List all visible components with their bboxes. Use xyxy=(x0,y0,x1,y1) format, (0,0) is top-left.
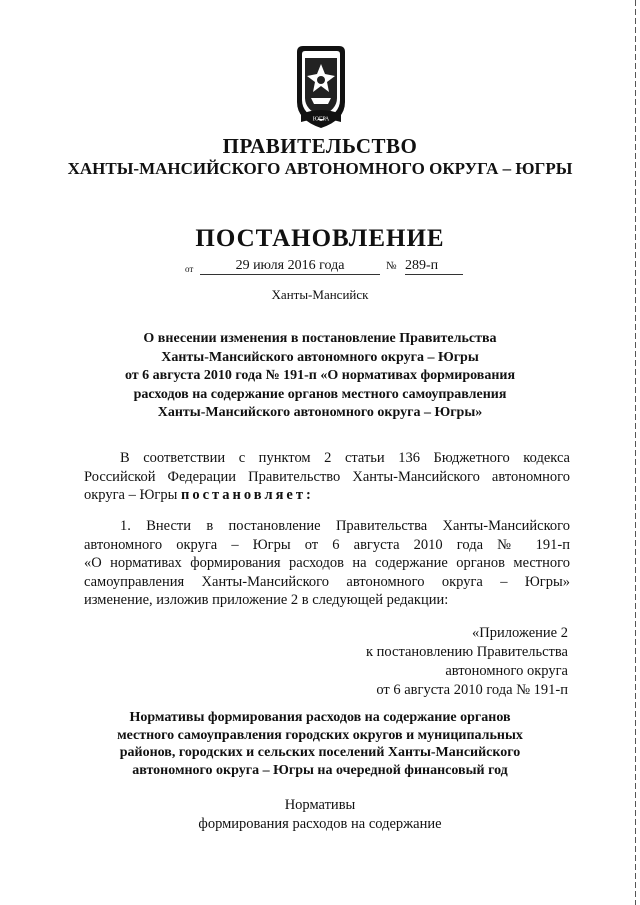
number-prefix: № xyxy=(386,260,397,272)
paragraph-text: округа – Югры xyxy=(84,487,181,503)
resolves-keyword: постановляет: xyxy=(180,487,314,503)
document-type: ПОСТАНОВЛЕНИЕ xyxy=(195,225,445,252)
city-name: Ханты-Мансийск xyxy=(271,287,369,302)
subtitle-line: Нормативы xyxy=(284,797,356,813)
appendix-line: от 6 августа 2010 года № 191-п xyxy=(376,682,568,698)
paragraph-line: самоуправления Ханты-Мансийского автономного округа – Югры» xyxy=(84,573,570,590)
document-title xyxy=(0,330,640,423)
title-line: Ханты-Мансийского автономного округа – Югры» xyxy=(157,405,483,420)
title-line: расходов на содержание органов местного самоуправления xyxy=(133,386,507,402)
coat-of-arms-emblem xyxy=(291,42,351,130)
date-number-line xyxy=(0,258,640,278)
subtitle-line: формирования расходов на содержание xyxy=(198,816,442,832)
appendix-line: к постановлению Правительства xyxy=(366,644,568,660)
paragraph-line: В соответствии с пунктом 2 статьи 136 Бюджетного кодекса xyxy=(120,450,570,466)
annex-title-line: районов, городских и сельских поселений Ханты-Мансийского xyxy=(119,745,521,760)
document-date: 29 июля 2016 года xyxy=(200,258,380,275)
appendix-line: «Приложение 2 xyxy=(472,625,568,641)
section-subtitle xyxy=(0,796,640,834)
annex-title xyxy=(0,709,640,779)
annex-title-line: местного самоуправления городских округов и муниципальных xyxy=(117,727,523,743)
title-line: Ханты-Мансийского автономного округа – Югры xyxy=(161,349,479,365)
paragraph-line: «О нормативах формирования расходов на содержание органов местного xyxy=(84,555,570,571)
emblem-text: ЮГРА xyxy=(312,116,330,123)
paragraph-line: 1. Внести в постановление Правительства Ханты-Мансийского xyxy=(120,518,570,534)
document-number: 289-п xyxy=(405,258,463,275)
paragraph-line: Российской Федерации Правительство Ханты-Мансийского автономного xyxy=(84,468,570,485)
government-subtitle: ХАНТЫ-МАНСИЙСКОГО АВТОНОМНОГО ОКРУГА – ЮГРЫ xyxy=(67,159,573,178)
preamble-paragraph xyxy=(84,449,570,505)
date-prefix: от xyxy=(185,264,194,274)
appendix-line: автономного округа xyxy=(445,663,568,679)
item-1-paragraph xyxy=(84,517,570,610)
annex-title-line: Нормативы формирования расходов на содержание органов xyxy=(129,710,511,725)
appendix-reference xyxy=(366,624,568,700)
paragraph-line xyxy=(84,486,570,505)
government-title: ПРАВИТЕЛЬСТВО xyxy=(222,134,418,158)
paragraph-line: автономного округа – Югры от 6 августа 2010 года № 191-п xyxy=(84,536,570,553)
title-line: от 6 августа 2010 года № 191-п «О нормативах формирования xyxy=(124,368,516,383)
title-line: О внесении изменения в постановление Правительства xyxy=(143,331,497,346)
paragraph-line: изменение, изложив приложение 2 в следующей редакции: xyxy=(84,592,449,608)
annex-title-line: автономного округа – Югры на очередной финансовый год xyxy=(132,762,508,778)
